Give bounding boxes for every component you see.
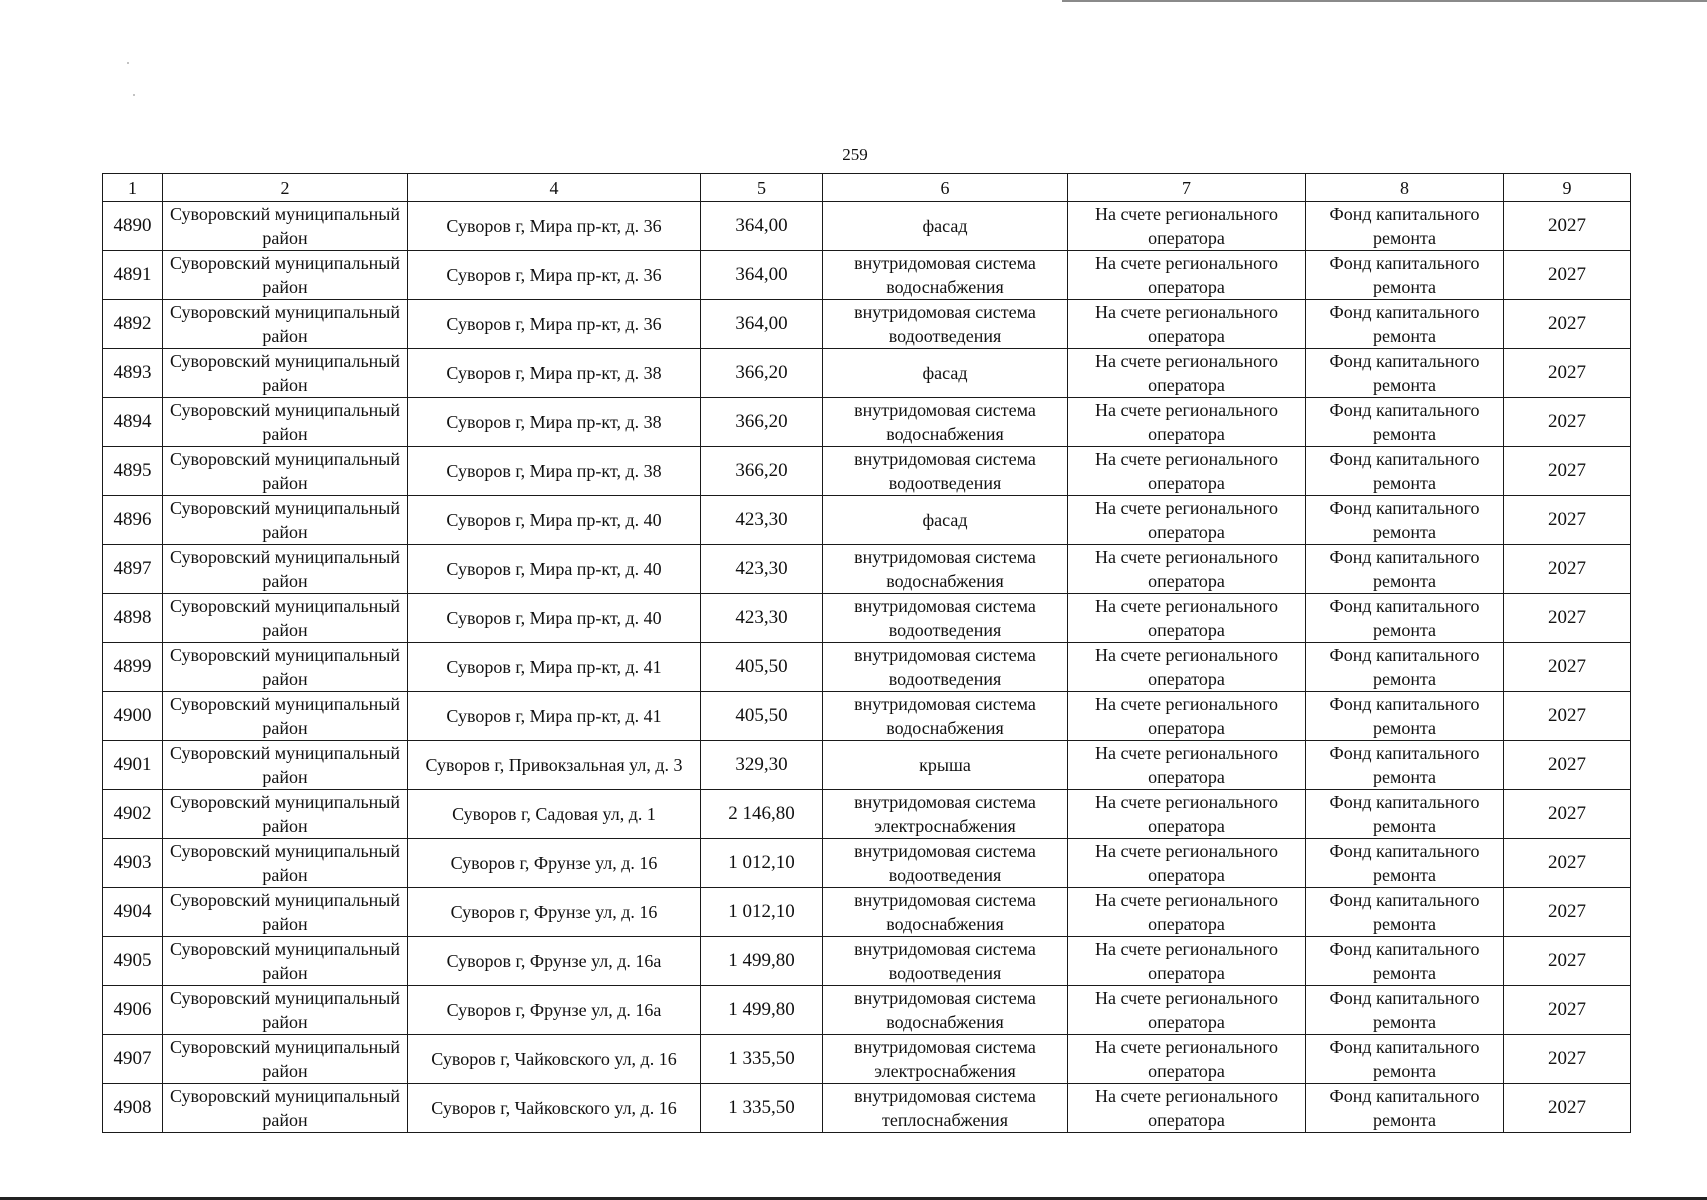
system-cell: внутридомовая система водоснабжения: [823, 545, 1068, 594]
cost-cell: 1 012,10: [701, 888, 823, 937]
year-cell: 2027: [1504, 300, 1631, 349]
district-cell: Суворовский муниципальный район: [163, 251, 408, 300]
fund-cell: Фонд капитального ремонта: [1306, 839, 1504, 888]
year-cell: 2027: [1504, 839, 1631, 888]
row-number-cell: 4895: [103, 447, 163, 496]
address-cell: Суворов г, Мира пр-кт, д. 40: [408, 545, 701, 594]
system-cell: внутридомовая система водоотведения: [823, 594, 1068, 643]
district-cell: Суворовский муниципальный район: [163, 986, 408, 1035]
table-row: [103, 692, 1631, 741]
system-cell: внутридомовая система электроснабжения: [823, 790, 1068, 839]
header-cell: 2: [163, 174, 408, 202]
address-cell: Суворов г, Мира пр-кт, д. 38: [408, 447, 701, 496]
cost-cell: 364,00: [701, 251, 823, 300]
year-cell: 2027: [1504, 496, 1631, 545]
address-cell: Суворов г, Чайковского ул, д. 16: [408, 1035, 701, 1084]
account-cell: На счете регионального оператора: [1068, 1035, 1306, 1084]
row-number-cell: 4896: [103, 496, 163, 545]
scan-speck: [127, 62, 129, 64]
scan-speck: [133, 94, 135, 96]
header-cell: 1: [103, 174, 163, 202]
account-cell: На счете регионального оператора: [1068, 986, 1306, 1035]
cost-cell: 1 499,80: [701, 937, 823, 986]
table-row: [103, 545, 1631, 594]
row-number-cell: 4900: [103, 692, 163, 741]
year-cell: 2027: [1504, 398, 1631, 447]
row-number-cell: 4893: [103, 349, 163, 398]
district-cell: Суворовский муниципальный район: [163, 937, 408, 986]
fund-cell: Фонд капитального ремонта: [1306, 692, 1504, 741]
table-body: [103, 202, 1631, 1133]
cost-cell: 423,30: [701, 496, 823, 545]
table-row: [103, 741, 1631, 790]
cost-cell: 366,20: [701, 349, 823, 398]
year-cell: 2027: [1504, 741, 1631, 790]
system-cell: внутридомовая система водоснабжения: [823, 888, 1068, 937]
account-cell: На счете регионального оператора: [1068, 692, 1306, 741]
year-cell: 2027: [1504, 937, 1631, 986]
capital-repair-table: [102, 173, 1631, 1133]
address-cell: Суворов г, Чайковского ул, д. 16: [408, 1084, 701, 1133]
year-cell: 2027: [1504, 545, 1631, 594]
row-number-cell: 4891: [103, 251, 163, 300]
row-number-cell: 4899: [103, 643, 163, 692]
year-cell: 2027: [1504, 447, 1631, 496]
cost-cell: 423,30: [701, 545, 823, 594]
fund-cell: Фонд капитального ремонта: [1306, 937, 1504, 986]
address-cell: Суворов г, Мира пр-кт, д. 40: [408, 496, 701, 545]
table-row: [103, 496, 1631, 545]
district-cell: Суворовский муниципальный район: [163, 1084, 408, 1133]
cost-cell: 364,00: [701, 202, 823, 251]
table-row: [103, 398, 1631, 447]
cost-cell: 1 499,80: [701, 986, 823, 1035]
year-cell: 2027: [1504, 643, 1631, 692]
row-number-cell: 4897: [103, 545, 163, 594]
system-cell: фасад: [823, 349, 1068, 398]
district-cell: Суворовский муниципальный район: [163, 398, 408, 447]
year-cell: 2027: [1504, 790, 1631, 839]
district-cell: Суворовский муниципальный район: [163, 300, 408, 349]
header-cell: 5: [701, 174, 823, 202]
year-cell: 2027: [1504, 888, 1631, 937]
system-cell: внутридомовая система водоотведения: [823, 839, 1068, 888]
year-cell: 2027: [1504, 1035, 1631, 1084]
row-number-cell: 4898: [103, 594, 163, 643]
cost-cell: 1 335,50: [701, 1035, 823, 1084]
account-cell: На счете регионального оператора: [1068, 496, 1306, 545]
table-row: [103, 790, 1631, 839]
cost-cell: 366,20: [701, 398, 823, 447]
account-cell: На счете регионального оператора: [1068, 349, 1306, 398]
year-cell: 2027: [1504, 594, 1631, 643]
district-cell: Суворовский муниципальный район: [163, 643, 408, 692]
account-cell: На счете регионального оператора: [1068, 1084, 1306, 1133]
table-row: [103, 202, 1631, 251]
address-cell: Суворов г, Мира пр-кт, д. 36: [408, 300, 701, 349]
fund-cell: Фонд капитального ремонта: [1306, 251, 1504, 300]
header-cell: 7: [1068, 174, 1306, 202]
row-number-cell: 4907: [103, 1035, 163, 1084]
cost-cell: 1 335,50: [701, 1084, 823, 1133]
fund-cell: Фонд капитального ремонта: [1306, 1035, 1504, 1084]
header-cell: 4: [408, 174, 701, 202]
system-cell: внутридомовая система водоснабжения: [823, 986, 1068, 1035]
fund-cell: Фонд капитального ремонта: [1306, 986, 1504, 1035]
table-row: [103, 937, 1631, 986]
account-cell: На счете регионального оператора: [1068, 251, 1306, 300]
fund-cell: Фонд капитального ремонта: [1306, 1084, 1504, 1133]
table-row: [103, 888, 1631, 937]
district-cell: Суворовский муниципальный район: [163, 496, 408, 545]
table-row: [103, 986, 1631, 1035]
system-cell: крыша: [823, 741, 1068, 790]
cost-cell: 405,50: [701, 692, 823, 741]
row-number-cell: 4901: [103, 741, 163, 790]
system-cell: внутридомовая система теплоснабжения: [823, 1084, 1068, 1133]
row-number-cell: 4902: [103, 790, 163, 839]
row-number-cell: 4903: [103, 839, 163, 888]
fund-cell: Фонд капитального ремонта: [1306, 447, 1504, 496]
cost-cell: 423,30: [701, 594, 823, 643]
address-cell: Суворов г, Фрунзе ул, д. 16а: [408, 937, 701, 986]
account-cell: На счете регионального оператора: [1068, 202, 1306, 251]
account-cell: На счете регионального оператора: [1068, 447, 1306, 496]
account-cell: На счете регионального оператора: [1068, 937, 1306, 986]
address-cell: Суворов г, Садовая ул, д. 1: [408, 790, 701, 839]
table-row: [103, 643, 1631, 692]
row-number-cell: 4908: [103, 1084, 163, 1133]
system-cell: внутридомовая система электроснабжения: [823, 1035, 1068, 1084]
fund-cell: Фонд капитального ремонта: [1306, 398, 1504, 447]
system-cell: внутридомовая система водоотведения: [823, 937, 1068, 986]
cost-cell: 2 146,80: [701, 790, 823, 839]
year-cell: 2027: [1504, 202, 1631, 251]
table-row: [103, 594, 1631, 643]
fund-cell: Фонд капитального ремонта: [1306, 300, 1504, 349]
system-cell: внутридомовая система водоснабжения: [823, 692, 1068, 741]
table-row: [103, 1084, 1631, 1133]
system-cell: фасад: [823, 202, 1068, 251]
address-cell: Суворов г, Мира пр-кт, д. 40: [408, 594, 701, 643]
account-cell: На счете регионального оператора: [1068, 594, 1306, 643]
address-cell: Суворов г, Мира пр-кт, д. 41: [408, 692, 701, 741]
row-number-cell: 4906: [103, 986, 163, 1035]
fund-cell: Фонд капитального ремонта: [1306, 202, 1504, 251]
district-cell: Суворовский муниципальный район: [163, 692, 408, 741]
district-cell: Суворовский муниципальный район: [163, 349, 408, 398]
account-cell: На счете регионального оператора: [1068, 790, 1306, 839]
district-cell: Суворовский муниципальный район: [163, 1035, 408, 1084]
scan-top-rule: [1062, 0, 1707, 2]
system-cell: внутридомовая система водоотведения: [823, 447, 1068, 496]
header-cell: 9: [1504, 174, 1631, 202]
account-cell: На счете регионального оператора: [1068, 545, 1306, 594]
year-cell: 2027: [1504, 692, 1631, 741]
fund-cell: Фонд капитального ремонта: [1306, 496, 1504, 545]
header-cell: 8: [1306, 174, 1504, 202]
table-row: [103, 251, 1631, 300]
district-cell: Суворовский муниципальный район: [163, 790, 408, 839]
year-cell: 2027: [1504, 986, 1631, 1035]
table-row: [103, 839, 1631, 888]
account-cell: На счете регионального оператора: [1068, 888, 1306, 937]
cost-cell: 1 012,10: [701, 839, 823, 888]
district-cell: Суворовский муниципальный район: [163, 594, 408, 643]
address-cell: Суворов г, Мира пр-кт, д. 41: [408, 643, 701, 692]
address-cell: Суворов г, Мира пр-кт, д. 38: [408, 349, 701, 398]
system-cell: фасад: [823, 496, 1068, 545]
address-cell: Суворов г, Фрунзе ул, д. 16: [408, 888, 701, 937]
account-cell: На счете регионального оператора: [1068, 398, 1306, 447]
district-cell: Суворовский муниципальный район: [163, 202, 408, 251]
address-cell: Суворов г, Мира пр-кт, д. 36: [408, 202, 701, 251]
fund-cell: Фонд капитального ремонта: [1306, 594, 1504, 643]
table-row: [103, 300, 1631, 349]
table-row: [103, 447, 1631, 496]
row-number-cell: 4890: [103, 202, 163, 251]
year-cell: 2027: [1504, 349, 1631, 398]
system-cell: внутридомовая система водоотведения: [823, 643, 1068, 692]
table-header-row: [103, 174, 1631, 202]
year-cell: 2027: [1504, 1084, 1631, 1133]
cost-cell: 329,30: [701, 741, 823, 790]
address-cell: Суворов г, Мира пр-кт, д. 36: [408, 251, 701, 300]
row-number-cell: 4904: [103, 888, 163, 937]
address-cell: Суворов г, Мира пр-кт, д. 38: [408, 398, 701, 447]
account-cell: На счете регионального оператора: [1068, 741, 1306, 790]
cost-cell: 405,50: [701, 643, 823, 692]
account-cell: На счете регионального оператора: [1068, 643, 1306, 692]
fund-cell: Фонд капитального ремонта: [1306, 643, 1504, 692]
row-number-cell: 4894: [103, 398, 163, 447]
year-cell: 2027: [1504, 251, 1631, 300]
fund-cell: Фонд капитального ремонта: [1306, 545, 1504, 594]
table-row: [103, 1035, 1631, 1084]
system-cell: внутридомовая система водоотведения: [823, 300, 1068, 349]
address-cell: Суворов г, Привокзальная ул, д. 3: [408, 741, 701, 790]
district-cell: Суворовский муниципальный район: [163, 741, 408, 790]
district-cell: Суворовский муниципальный район: [163, 888, 408, 937]
account-cell: На счете регионального оператора: [1068, 839, 1306, 888]
table-row: [103, 349, 1631, 398]
fund-cell: Фонд капитального ремонта: [1306, 349, 1504, 398]
district-cell: Суворовский муниципальный район: [163, 545, 408, 594]
fund-cell: Фонд капитального ремонта: [1306, 741, 1504, 790]
account-cell: На счете регионального оператора: [1068, 300, 1306, 349]
address-cell: Суворов г, Фрунзе ул, д. 16а: [408, 986, 701, 1035]
fund-cell: Фонд капитального ремонта: [1306, 888, 1504, 937]
cost-cell: 366,20: [701, 447, 823, 496]
header-cell: 6: [823, 174, 1068, 202]
district-cell: Суворовский муниципальный район: [163, 447, 408, 496]
fund-cell: Фонд капитального ремонта: [1306, 790, 1504, 839]
address-cell: Суворов г, Фрунзе ул, д. 16: [408, 839, 701, 888]
row-number-cell: 4892: [103, 300, 163, 349]
cost-cell: 364,00: [701, 300, 823, 349]
district-cell: Суворовский муниципальный район: [163, 839, 408, 888]
page-number: 259: [842, 145, 868, 164]
system-cell: внутридомовая система водоснабжения: [823, 251, 1068, 300]
row-number-cell: 4905: [103, 937, 163, 986]
system-cell: внутридомовая система водоснабжения: [823, 398, 1068, 447]
